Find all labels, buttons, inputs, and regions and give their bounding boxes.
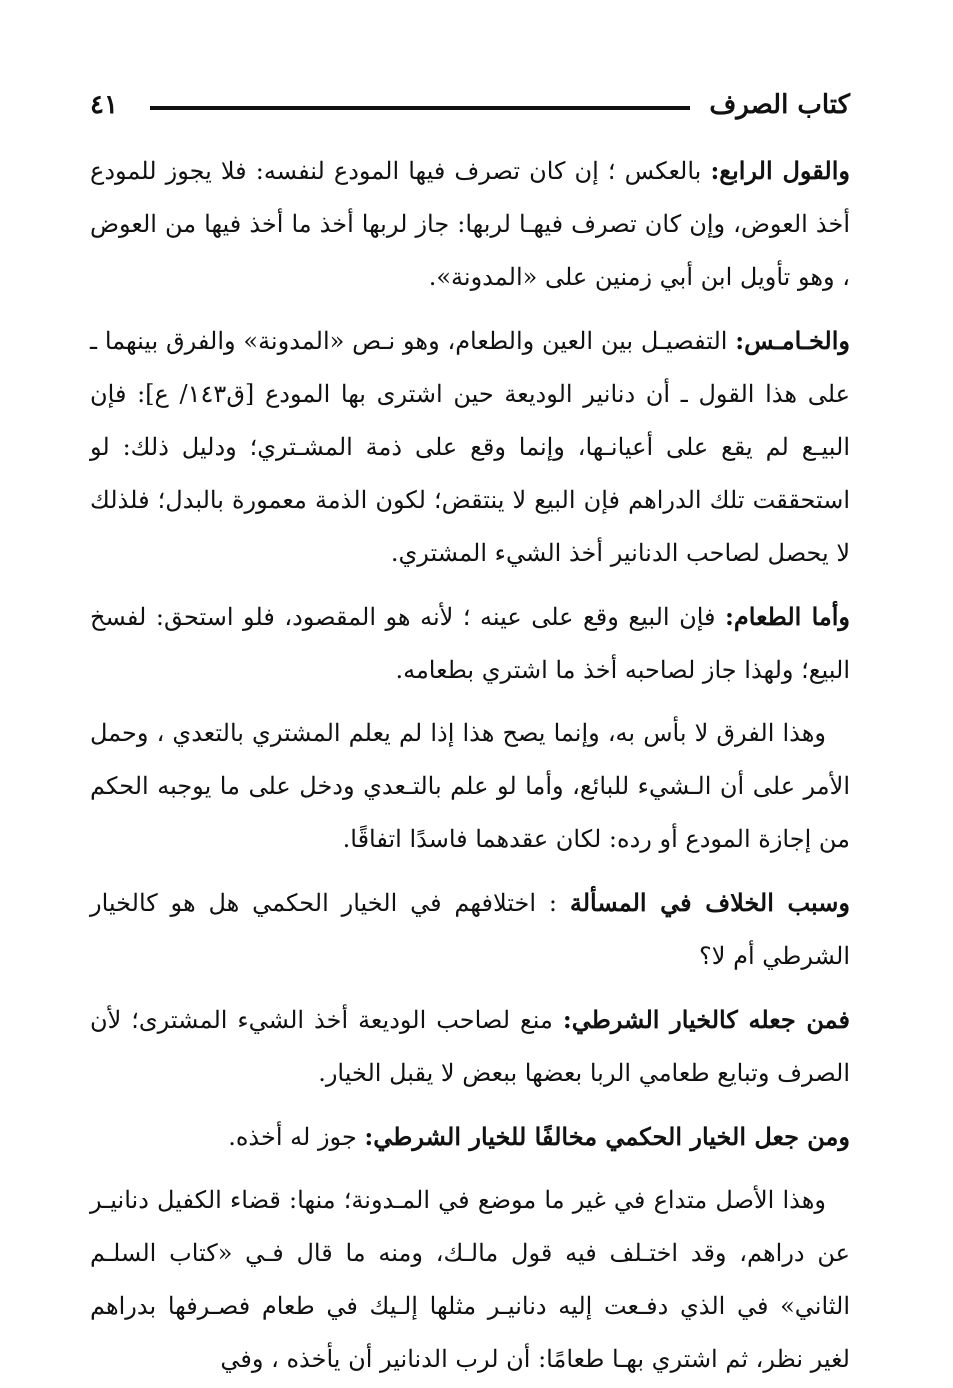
paragraph-text: جوز له أخذه. [228, 1123, 365, 1151]
paragraph [90, 1174, 850, 1386]
paragraph [90, 1110, 850, 1164]
book-page [90, 80, 851, 1373]
paragraph [90, 876, 850, 983]
page-number: ٤١ [90, 90, 118, 120]
paragraph [90, 993, 850, 1100]
paragraph-text: بالعكس ؛ إن كان تصرف فيها المودع لنفسه: فلا يجوز للمودع أخذ العوض، وإن كان تصرف فيهـا لربها: جاز لربها أخذ ما أخذ فيها من العوض ، وهو تأويل ابن أبي زمنين على «المدونة». [90, 157, 850, 291]
paragraph-text: فإن البيع وقع على عينه ؛ لأنه هو المقصود، فلو استحق: لفسخ البيع؛ ولهذا جاز لصاحبه أخذ ما اشتري بطعامه. [90, 603, 850, 684]
paragraph-text: وهذا الفرق لا بأس به، وإنما يصح هذا إذا لم يعلم المشتري بالتعدي ، وحمل الأمر على أن الـشيء للبائع، وأما لو علم بالتـعدي ودخل على ما يوجبه الحكم من إجازة المودع أو رده: لكان عقدهما فاسدًا اتفاقًا. [90, 719, 850, 853]
paragraph-text: وهذا الأصل متداع في غير ما موضع في المـدونة؛ منها: قضاء الكفيل دنانيـر عن دراهم، وقد اختـلف فيه قول مالـك، ومنه ما قال فـي «كتاب السلـم الثاني» في الذي دفـعت إليه دنانيـر مثلها إلـيك في طعام فصـرفها بدراهم لغير نظر، ثم اشتري بهـا طعامًا: أن لرب الدنانير أن يأخذه ، وفي [90, 1186, 850, 1373]
paragraph-lead: وأما الطعام: [725, 602, 850, 631]
paragraph [90, 590, 850, 697]
paragraph-lead: والقول الرابع: [710, 156, 850, 185]
paragraph [90, 707, 850, 866]
paragraph-text: منع لصاحب الوديعة أخذ الشيء المشترى؛ لأن الصرف وتبايع طعامي الربا بعضها ببعض لا يقبل الخيار. [90, 1006, 850, 1087]
paragraph [90, 144, 850, 304]
page-header [90, 80, 850, 130]
book-title: كتاب الصرف [709, 90, 850, 120]
paragraph-lead: ومن جعل الخيار الحكمي مخالفًا للخيار الشرطي: [364, 1122, 850, 1151]
page-body [90, 144, 850, 1386]
paragraph-lead: والخـامـس: [735, 326, 850, 355]
header-rule [150, 106, 690, 110]
paragraph-text: : اختلافهم في الخيار الحكمي هل هو كالخيار الشرطي أم لا؟ [90, 889, 850, 970]
paragraph [90, 314, 850, 580]
paragraph-lead: وسبب الخلاف في المسألة [569, 888, 851, 917]
paragraph-text: التفصيـل بين العين والطعام، وهو نـص «المدونة» والفرق بينهما ـ على هذا القول ـ أن دنانير الوديعة حين اشترى بها المودع [ق١٤٣/ ع]: فإن البيـع لم يقع على أعيانـها، وإنما وقع على ذمة المشـتري؛ ودليل ذلك: لو استحققت تلك الدراهم فإن البيع لا ينتقض؛ لكون الذمة معمورة بالبدل؛ فلذلك لا يحصل لصاحب الدنانير أخذ الشيء المشتري. [90, 327, 851, 567]
paragraph-lead: فمن جعله كالخيار الشرطي: [562, 1005, 850, 1034]
